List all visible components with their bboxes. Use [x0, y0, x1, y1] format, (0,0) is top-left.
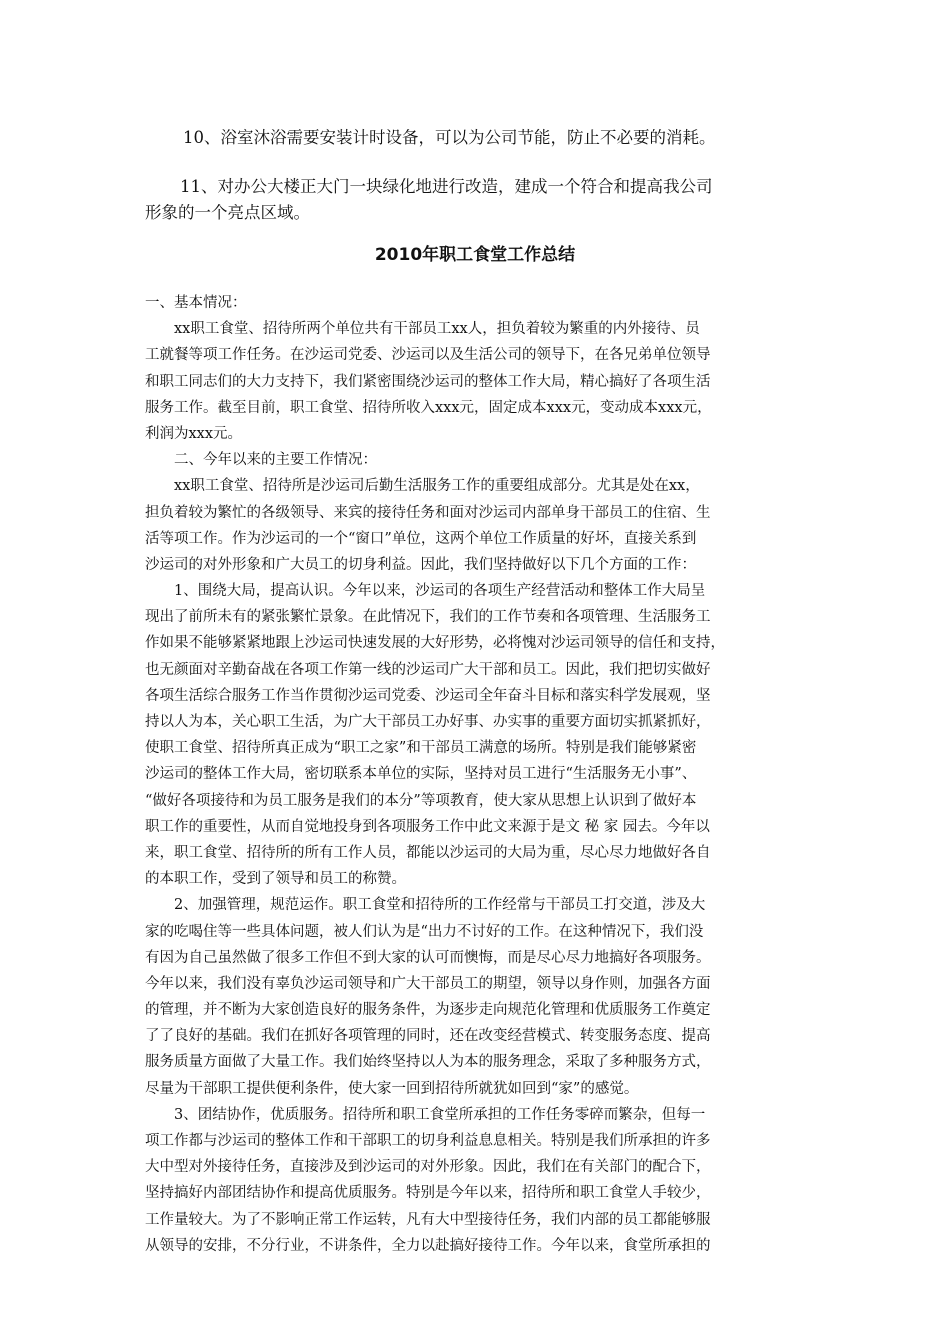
body-line: 作如果不能够紧紧地跟上沙运司快速发展的大好形势，必将愧对沙运司领导的信任和支持，: [145, 635, 725, 652]
document-title: 2010年职工食堂工作总结: [374, 245, 576, 265]
body-line: 服务工作。截至目前，职工食堂、招待所收入xxx元，固定成本xxx元，变动成本xxx元，: [145, 399, 712, 416]
body-line: 沙运司的整体工作大局，密切联系本单位的实际，坚持对员工进行“生活服务无小事”、: [145, 766, 697, 783]
body-line: xx职工食堂、招待所是沙运司后勤生活服务工作的重要组成部分。尤其是处在xx，: [145, 478, 700, 495]
body-line: 有因为自己虽然做了很多工作但不到大家的认可而懊悔，而是尽心尽力地搞好各项服务。: [145, 949, 711, 966]
body-line: 的本职工作，受到了领导和员工的称赞。: [145, 871, 406, 888]
body-line: 职工作的重要性，从而自觉地投身到各项服务工作中此文来源于是文 秘 家 园去。今年以: [145, 818, 710, 835]
body-line: 工就餐等项工作任务。在沙运司党委、沙运司以及生活公司的领导下，在各兄弟单位领导: [145, 347, 711, 364]
item-10-line: 10、浴室沐浴需要安装计时设备，可以为公司节能，防止不必要的消耗。: [183, 128, 716, 147]
body-line: 的管理，并不断为大家创造良好的服务条件，为逐步走向规范化管理和优质服务工作奠定: [145, 1002, 711, 1019]
body-line: 家的吃喝住等一些具体问题，被人们认为是“出力不讨好的工作。在这种情况下，我们没: [145, 923, 704, 940]
body-line: xx职工食堂、招待所两个单位共有干部员工xx人，担负着较为繁重的内外接待、员: [145, 321, 700, 338]
body-line: 现出了前所未有的紧张繁忙景象。在此情况下，我们的工作节奏和各项管理、生活服务工: [145, 609, 711, 626]
body-line: 3、团结协作，优质服务。招待所和职工食堂所承担的工作任务零碎而繁杂，但每一: [145, 1106, 706, 1123]
item-11-line-1: 11、对办公大楼正大门一块绿化地进行改造，建成一个符合和提高我公司: [180, 177, 713, 196]
body-line: 二、今年以来的主要工作情况：: [145, 452, 377, 469]
body-line: 和职工同志们的大力支持下，我们紧密围绕沙运司的整体工作大局，精心搞好了各项生活: [145, 373, 711, 390]
body-line: 项工作都与沙运司的整体工作和干部职工的切身利益息息相关。特别是我们所承担的许多: [145, 1133, 711, 1149]
body-text: [145, 290, 825, 1259]
body-line: 1、围绕大局，提高认识。今年以来，沙运司的各项生产经营活动和整体工作大局呈: [145, 583, 706, 600]
body-line: 活等项工作。作为沙运司的一个“窗口”单位，这两个单位工作质量的好坏，直接关系到: [145, 530, 697, 547]
body-line: 使职工食堂、招待所真正成为“职工之家”和干部员工满意的场所。特别是我们能够紧密: [145, 740, 697, 757]
body-line: 坚持搞好内部团结协作和提高优质服务。特别是今年以来，招待所和职工食堂人手较少，: [145, 1185, 711, 1202]
body-line: 工作量较大。为了不影响正常工作运转，凡有大中型接待任务，我们内部的员工都能够服: [145, 1211, 711, 1228]
body-line: 了了良好的基础。我们在抓好各项管理的同时，还在改变经营模式、转变服务态度、提高: [145, 1028, 711, 1045]
body-line: 也无颜面对辛勤奋战在各项工作第一线的沙运司广大干部和员工。因此，我们把切实做好: [145, 661, 711, 678]
body-line: 2、加强管理，规范运作。职工食堂和招待所的工作经常与干部员工打交道，涉及大: [145, 897, 706, 914]
body-line: 各项生活综合服务工作当作贯彻沙运司党委、沙运司全年奋斗目标和落实科学发展观，坚: [145, 687, 711, 704]
body-line: 利润为xxx元。: [145, 425, 243, 442]
body-line: 担负着较为繁忙的各级领导、来宾的接待任务和面对沙运司内部单身干部员工的住宿、生: [145, 504, 711, 521]
item-11-line-2: 形象的一个亮点区域。: [145, 203, 310, 222]
body-line: 尽量为干部职工提供便利条件，使大家一回到招待所就犹如回到“家”的感觉。: [145, 1080, 639, 1097]
body-line: “做好各项接待和为员工服务是我们的本分”等项教育，使大家从思想上认识到了做好本: [145, 792, 697, 809]
body-line: 沙运司的对外形象和广大员工的切身利益。因此，我们坚持做好以下几个方面的工作：: [145, 556, 696, 573]
body-line: 今年以来，我们没有辜负沙运司领导和广大干部员工的期望，领导以身作则，加强各方面: [145, 975, 711, 992]
body-line: 从领导的安排，不分行业，不讲条件，全力以赴搞好接待工作。今年以来，食堂所承担的: [145, 1237, 711, 1254]
body-line: 一、基本情况：: [145, 295, 247, 311]
body-line: 持以人为本，关心职工生活，为广大干部员工办好事、办实事的重要方面切实抓紧抓好，: [145, 714, 711, 730]
body-line: 服务质量方面做了大量工作。我们始终坚持以人为本的服务理念，采取了多种服务方式，: [145, 1054, 711, 1071]
body-line: 大中型对外接待任务，直接涉及到沙运司的对外形象。因此，我们在有关部门的配合下，: [145, 1159, 711, 1176]
body-line: 来，职工食堂、招待所的所有工作人员，都能以沙运司的大局为重，尽心尽力地做好各自: [145, 844, 711, 861]
